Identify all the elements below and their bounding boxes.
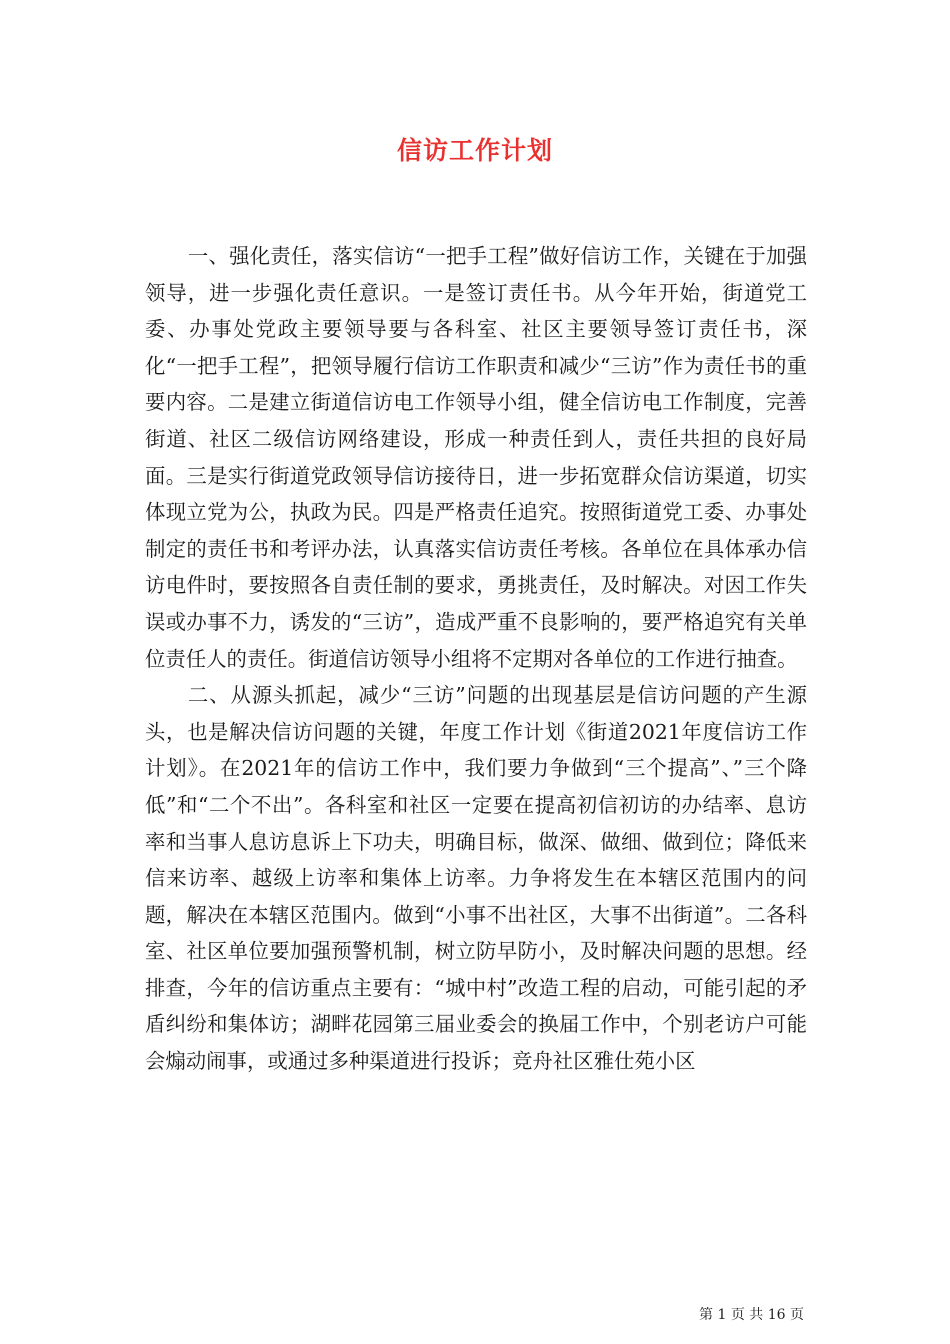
document-title: 信访工作计划 xyxy=(396,136,553,165)
document-body xyxy=(145,238,807,1080)
paragraph-2: 二、从源头抓起，减少“三访”问题的出现基层是信访问题的产生源头，也是解决信访问题的关键，年度工作计划《街道2021年度信访工作计划》。在2021年的信访工作中，我们要力争做到“三个提高”、”三个降低”和“二个不出”。各科室和社区一定要在提高初信初访的办结率、息访率和当事人息访息诉上下功夫，明确目标，做深、做细、做到位；降低来信来访率、越级上访率和集体上访率。力争将发生在本辖区范围内的问题，解决在本辖区范围内。做到“小事不出社区，大事不出街道”。二各科室、社区单位要加强预警机制，树立防早防小，及时解决问题的思想。经排查，今年的信访重点主要有：“城中村”改造工程的启动，可能引起的矛盾纠纷和集体访；湖畔花园第三届业委会的换届工作中，个别老访户可能会煽动闹事，或通过多种渠道进行投诉；竞舟社区雅仕苑小区 xyxy=(145,683,807,1074)
page-number: 第 1 页 共 16 页 xyxy=(699,1307,804,1323)
paragraph-1: 一、强化责任，落实信访“一把手工程”做好信访工作，关键在于加强领导，进一步强化责任意识。一是签订责任书。从今年开始，街道党工委、办事处党政主要领导要与各科室、社区主要领导签订责任书，深化“一把手工程”，把领导履行信访工作职责和减少“三访”作为责任书的重要内容。二是建立街道信访电工作领导小组，健全信访电工作制度，完善街道、社区二级信访网络建设，形成一种责任到人，责任共担的良好局面。三是实行街道党政领导信访接待日，进一步拓宽群众信访渠道，切实体现立党为公，执政为民。四是严格责任追究。按照街道党工委、办事处制定的责任书和考评办法，认真落实信访责任考核。各单位在具体承办信访电件时，要按照各自责任制的要求，勇挑责任，及时解决。对因工作失误或办事不力，诱发的“三访”，造成严重不良影响的，要严格追究有关单位责任人的责任。街道信访领导小组将不定期对各单位的工作进行抽查。 xyxy=(145,244,807,671)
